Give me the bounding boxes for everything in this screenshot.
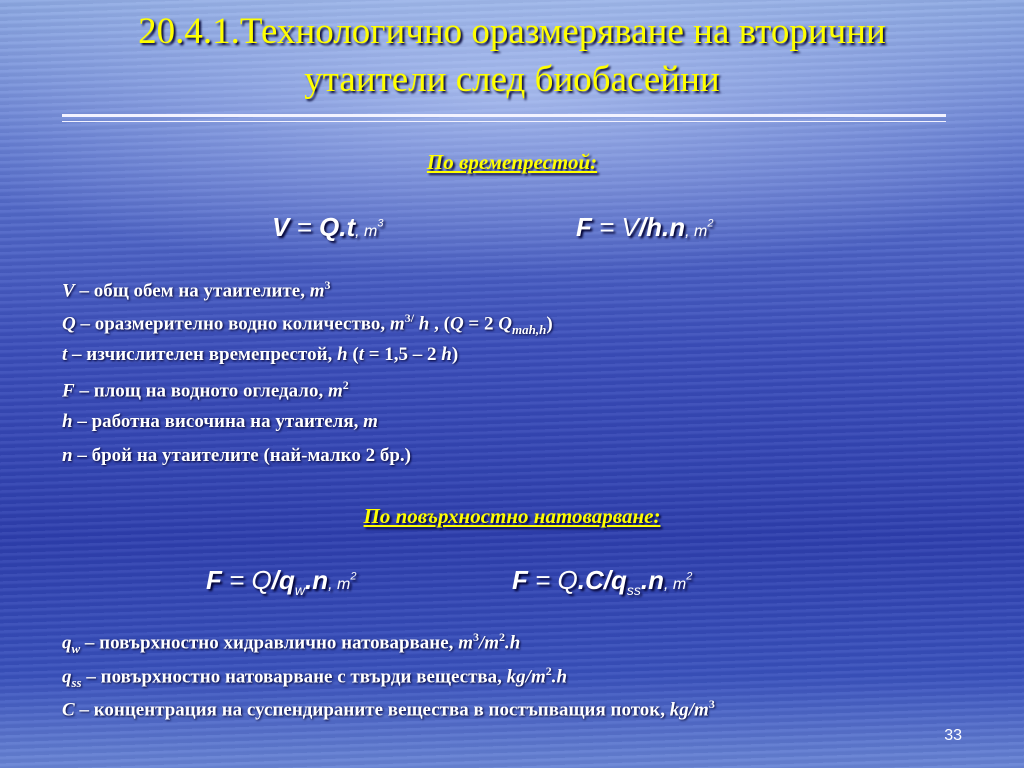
definition-q: Q – оразмерително водно количество, $m^{3/}$ h , (Q = 2 $Q_{mah,h}$) [62, 311, 553, 338]
section-heading-surface-loading: По повърхностно натоварване: [363, 504, 661, 528]
formula-area-solids: $F = Q.C/q_{ss}.n$, $m^2$ [512, 565, 693, 599]
formula-area-hydraulic: $F = Q/q_w.n$, $m^2$ [206, 565, 357, 599]
definition-c: C – концентрация на суспендираните вещества в постъпващия поток, $kg/m^3$ [62, 697, 715, 721]
definition-h: h – работна височина на утаителя, m [62, 411, 378, 432]
title-divider-thick [62, 114, 946, 117]
page-number: 33 [944, 727, 962, 744]
definition-qss: $q_{ss}$ – повърхностно натоварване с твърди вещества, $kg/m^2.h$ [62, 664, 568, 691]
formula-volume: V = Q.t, $m^3$ [272, 212, 384, 242]
definition-f: F – площ на водното огледало, $m^2$ [62, 378, 349, 402]
definition-n: n – брой на утаителите (най-малко 2 бр.) [62, 445, 411, 466]
title-line-2: утаители след биобасейни [304, 59, 720, 100]
definition-qw: $q_w$ – повърхностно хидравлично натоварване, $m^3/m^2.h$ [62, 630, 521, 657]
definition-v: V – общ обем на утаителите, $m^3$ [62, 278, 331, 302]
section-heading-detention-time: По времепрестой: [426, 150, 598, 174]
title-line-1: 20.4.1.Технологично оразмеряване на вторични [138, 11, 886, 52]
formula-area-detention: F = V/h.n, $m^2$ [576, 212, 714, 242]
definition-t: t – изчислителен времепрестой, h (t = 1,5 – 2 h) [62, 344, 459, 365]
slide-title [0, 8, 1024, 104]
title-divider-thin [62, 121, 946, 122]
